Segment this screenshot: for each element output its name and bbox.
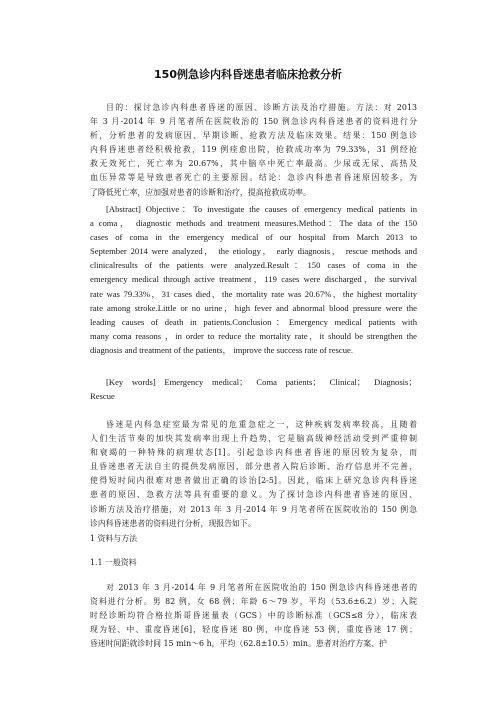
text-line: 资料进行分析。男 82 例，女 68 例；年龄 6～79 岁，平均（53.6±6.2）岁；入院 bbox=[90, 597, 417, 607]
text-line: cases of coma in the emergency medical of our hospital from March 2013 to bbox=[90, 232, 417, 243]
text-line: 了降低死亡率，应加强对患者的诊断和治疗，提高抢救成功率。 bbox=[90, 187, 311, 197]
introduction-paragraph bbox=[90, 418, 417, 531]
text-line: 诊断方法及治疗措施，对 2013 年 3 月-2014 年 9 月笔者所在医院收治的 150 例急 bbox=[90, 504, 417, 514]
text-line: rate among stroke.Little or no urine，high fever and abnormal blood pressure were the bbox=[90, 302, 417, 313]
text-line: 昏迷是内科急症室最为常见的危重急症之一，这种疾病发病率较高，且随着 bbox=[106, 420, 417, 429]
text-line: [Key words] Emergency medical； Coma patients； Clinical； Diagnosis； bbox=[106, 377, 417, 387]
text-line: diagnosis and treatment of the patients， improve the success rate of rescue. bbox=[90, 344, 353, 355]
methods-paragraph bbox=[90, 581, 417, 651]
text-line: 救无效死亡，死亡率为 20.67%，其中脑卒中死亡率最高。少尿或无尿、高热及 bbox=[90, 159, 417, 169]
text-line: 血压异常等是导致患者死亡的主要原因。结论：急诊内科患者昏迷原因较多，为 bbox=[90, 173, 417, 183]
paper-title: 150例急诊内科昏迷患者临床抢救分析 bbox=[154, 68, 342, 81]
section-heading: 1 资料与方法 bbox=[90, 534, 137, 543]
text-line: 人们生活节奏的加快其发病率出现上升趋势，它是脑高级神经活动受到严重抑制 bbox=[90, 434, 417, 444]
text-line: Rescue bbox=[90, 391, 115, 402]
subsection-heading: 1.1 一般资料 bbox=[90, 558, 137, 567]
text-line: clinicalresults of the patients were analyzed.Result：150 cases of coma in the bbox=[90, 260, 417, 271]
text-line: September 2014 were analyzed， the etiology， early diagnosis， rescue methods and bbox=[90, 246, 417, 257]
text-line: 昏迷时间距就诊时间 15 min～6 h，平均（62.8±10.5）min。患者对治疗方案、护 bbox=[90, 639, 387, 649]
text-line: 析，分析患者的发病原因、早期诊断、抢救方法及临床效果。结果：150 例急诊 bbox=[90, 131, 417, 141]
text-line: 对 2013 年 3 月-2014 年 9 月笔者所在医院收治的 150 例急诊内科昏迷患者的 bbox=[106, 583, 417, 592]
text-line: many coma reasons ，in order to reduce the mortality rate，it should be strengthen the bbox=[90, 330, 417, 341]
text-line: 目的：探讨急诊内科患者昏迷的原因、诊断方法及治疗措施。方法：对 2013 bbox=[106, 103, 417, 112]
keywords bbox=[90, 375, 417, 403]
text-line: rate was 79.33%，31 cases died，the mortality rate was 20.67%，the highest mortality bbox=[90, 288, 417, 299]
text-line: 时经诊断均符合格拉斯哥昏迷量表（GCS）中的诊断标准（GCS≤8 分），临床表 bbox=[90, 611, 417, 621]
text-line: 和衰竭的一种特殊的病理状态[1]。引起急诊内科患者昏迷的原因较为复杂，而 bbox=[90, 448, 417, 458]
text-line: 诊内科昏迷患者的资料进行分析，现报告如下。 bbox=[90, 518, 256, 528]
text-line: 内科昏迷患者经积极抢救，119 例痊愈出院，抢救成功率为 79.33%，31 例经抢 bbox=[90, 145, 417, 155]
text-line: emergency medical through active treatment，119 cases were discharged，the survival bbox=[90, 274, 417, 285]
abstract-english bbox=[90, 202, 417, 357]
text-line: 患者的原因、急救方法等具有重要的意义。为了探讨急诊内科患者昏迷的原因、 bbox=[90, 490, 417, 500]
text-line: 现为轻、中、重度昏迷[6]，轻度昏迷 80 例，中度昏迷 53 例，重度昏迷 17 例； bbox=[90, 625, 417, 635]
abstract-chinese bbox=[90, 101, 417, 200]
text-line: 且昏迷患者无法自主的提供发病原因，部分患者入院后诊断、治疗信息并不完善， bbox=[90, 462, 417, 472]
text-line: 年 3 月-2014 年 9 月笔者所在医院收治的 150 例急诊内科昏迷患者的资料进行分 bbox=[90, 117, 417, 127]
text-line: a coma， diagnostic methods and treatment measures.Method：The data of the 150 bbox=[90, 218, 417, 229]
text-line: leading causes of death in patients.Conclusion：Emergency medical patients with bbox=[90, 316, 417, 327]
text-line: [Abstract] Objective：To investigate the causes of emergency medical patients in bbox=[106, 204, 417, 214]
text-line: 使得短时间内很难对患者做出正确的诊治[2-5]。因此，临床上研究急诊内科昏迷 bbox=[90, 476, 417, 486]
